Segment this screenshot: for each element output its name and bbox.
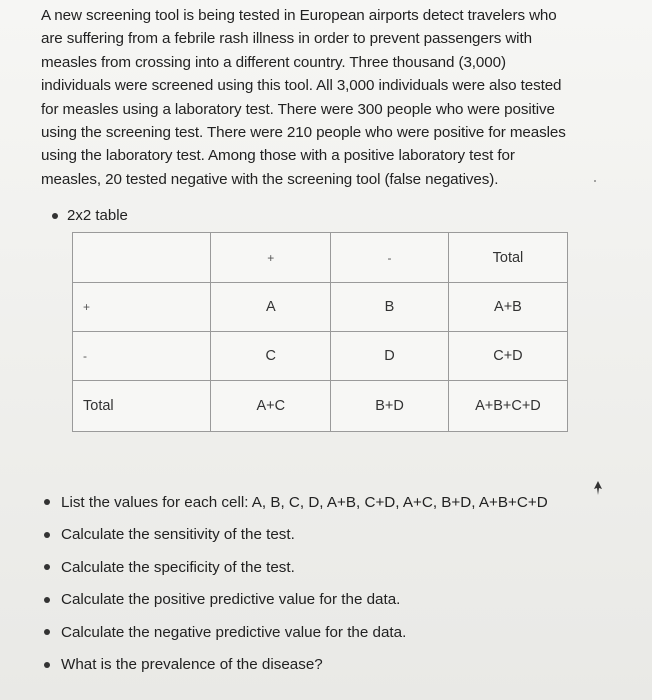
question-text: Calculate the sensitivity of the test. xyxy=(61,526,295,544)
header-cell-positive: + xyxy=(211,233,331,283)
table-row xyxy=(73,332,568,381)
intro-line: for measles using a laboratory test. There were 300 people who were positive xyxy=(41,100,555,118)
two-by-two-table xyxy=(72,232,568,432)
intro-line: A new screening tool is being tested in European airports detect travelers who xyxy=(41,7,557,24)
cell-c-plus-d: C+D xyxy=(448,332,567,381)
cell-d: D xyxy=(331,332,449,381)
question-text: Calculate the negative predictive value for the data. xyxy=(61,623,407,641)
table-corner-cell xyxy=(73,233,211,283)
intro-line: using the screening test. There were 210 people who were positive for measles xyxy=(41,124,566,142)
table-heading-item xyxy=(52,205,128,227)
row-label-negative: - xyxy=(73,332,211,381)
bullet-icon xyxy=(44,629,50,635)
intro-line: are suffering from a febrile rash illness in order to prevent passengers with xyxy=(41,30,532,48)
question-text: Calculate the specificity of the test. xyxy=(61,558,295,576)
table-heading: 2x2 table xyxy=(67,207,128,224)
mouse-pointer-icon xyxy=(592,480,604,496)
list-item xyxy=(41,519,548,552)
cell-a-plus-c: A+C xyxy=(211,381,331,432)
cell-a: A xyxy=(211,283,331,332)
list-item xyxy=(41,486,548,519)
header-cell-negative: - xyxy=(331,233,449,283)
bullet-icon xyxy=(44,499,50,505)
intro-line: measles from crossing into a different country. Three thousand (3,000) xyxy=(41,53,506,71)
intro-line: measles, 20 tested negative with the screening tool (false negatives). xyxy=(41,170,499,188)
question-text: List the values for each cell: A, B, C, D, A+B, C+D, A+C, B+D, A+B+C+D xyxy=(61,493,548,511)
intro-line: individuals were screened using this tool. All 3,000 individuals were also tested xyxy=(41,77,562,95)
list-item xyxy=(41,649,548,682)
intro-line: using the laboratory test. Among those with a positive laboratory test for xyxy=(41,147,515,165)
row-label-total: Total xyxy=(73,381,211,432)
list-item xyxy=(41,584,548,617)
cell-grand-total: A+B+C+D xyxy=(448,381,567,432)
bullet-icon xyxy=(44,597,50,603)
list-item xyxy=(41,616,548,649)
row-label-positive: + xyxy=(73,283,211,332)
list-item xyxy=(41,551,548,584)
cell-a-plus-b: A+B xyxy=(448,283,567,332)
question-list xyxy=(41,486,548,681)
table-header-row xyxy=(73,233,568,283)
table-row xyxy=(73,381,568,432)
cell-b-plus-d: B+D xyxy=(331,381,449,432)
table-row xyxy=(73,283,568,332)
dust-speck xyxy=(594,180,596,182)
bullet-icon xyxy=(44,564,50,570)
bullet-icon xyxy=(44,532,50,538)
header-cell-total: Total xyxy=(448,233,567,283)
question-text: What is the prevalence of the disease? xyxy=(61,656,323,674)
bullet-icon xyxy=(52,213,58,219)
cell-c: C xyxy=(211,332,331,381)
cell-b: B xyxy=(331,283,449,332)
bullet-icon xyxy=(44,662,50,668)
problem-statement xyxy=(41,4,631,191)
question-text: Calculate the positive predictive value for the data. xyxy=(61,591,401,609)
